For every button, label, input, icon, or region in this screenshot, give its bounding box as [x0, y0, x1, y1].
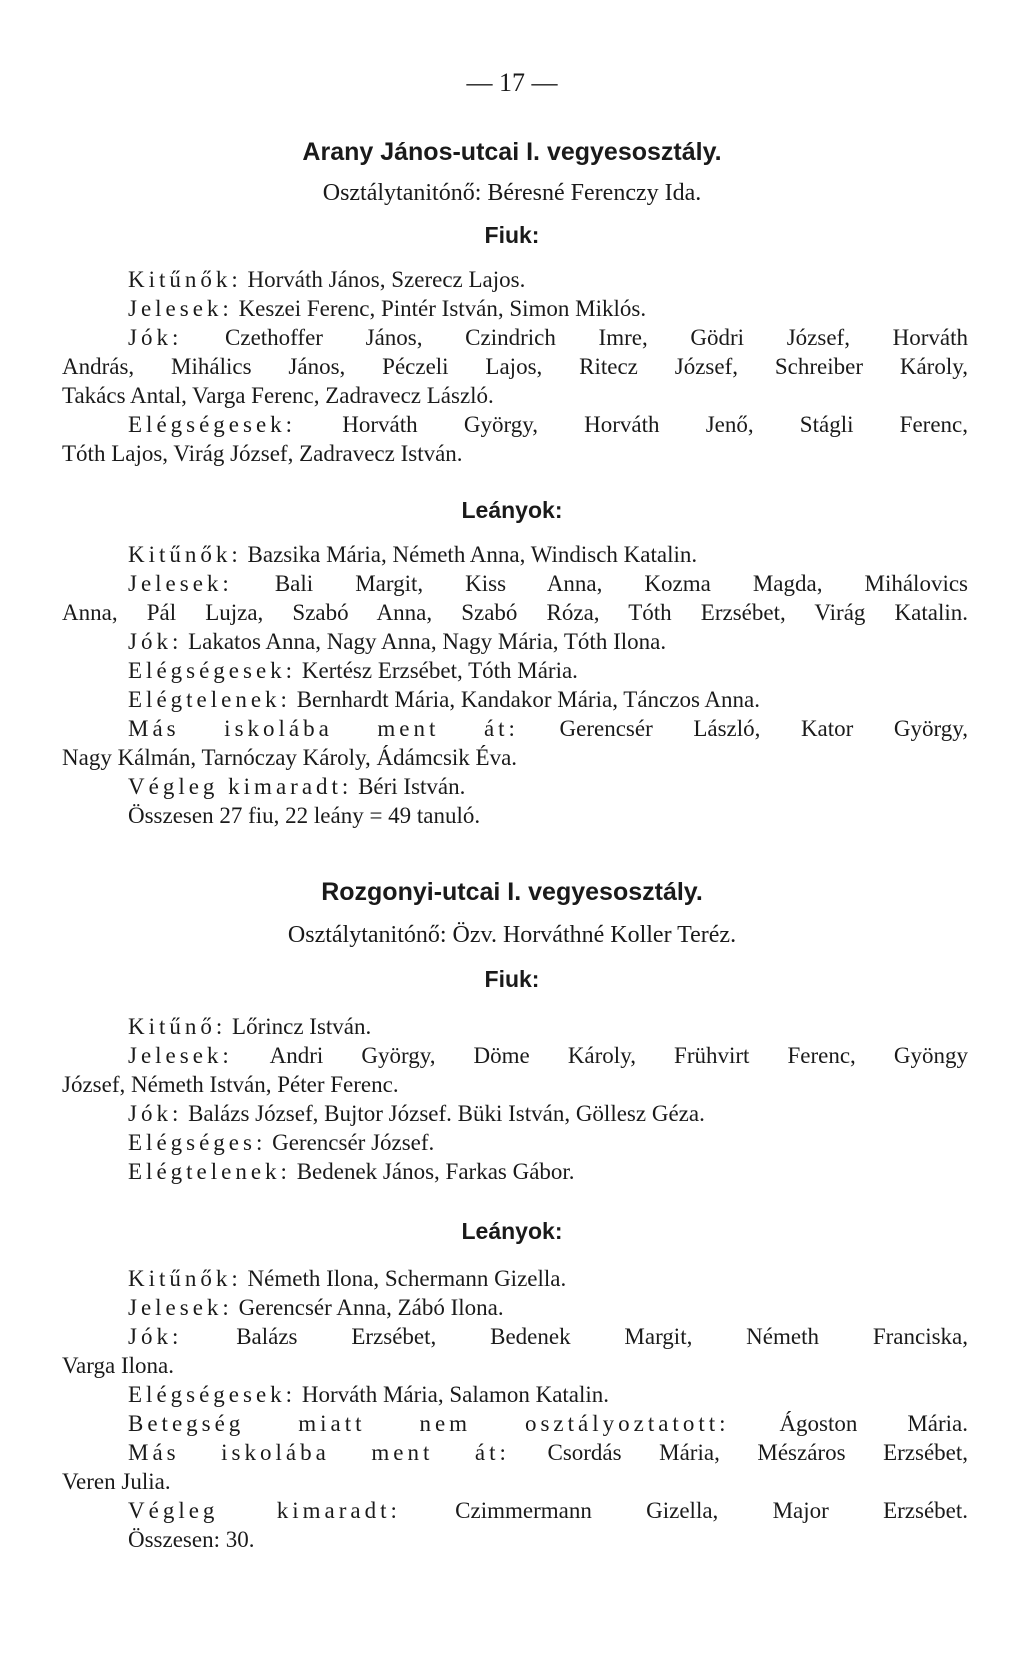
transferred-line-1 [128, 1439, 968, 1467]
student-names: Németh Ilona, Schermann Gizella. [247, 1266, 567, 1291]
good-girls-line-2: Varga Ilona. [62, 1353, 174, 1378]
distinguished-girls-line-1 [128, 570, 968, 598]
student-names: Horváth János, Szerecz Lajos. [247, 267, 526, 292]
page-number: — 17 — [466, 68, 558, 97]
distinguished-boys-line-2: József, Németh István, Péter Ferenc. [62, 1072, 399, 1097]
grade-label: Más iskolába ment át: [128, 1440, 510, 1465]
total-line: Összesen 27 fiu, 22 leány = 49 tanuló. [128, 803, 481, 828]
grade-label: Elégségesek: [128, 412, 297, 437]
grade-label: Elégségesek: [128, 658, 297, 683]
section-title: Arany János-utcai I. vegyesosztály. [302, 138, 722, 166]
good-girls-line-1 [128, 1323, 968, 1351]
total-line: Összesen: 30. [128, 1527, 255, 1552]
distinguished-boys-line [128, 295, 968, 323]
student-names: Horváth Mária, Salamon Katalin. [301, 1382, 610, 1407]
grade-label: Jelesek: [128, 296, 233, 321]
sufficient-girls-line [128, 1381, 968, 1409]
distinguished-girls-line-2: Anna, Pál Lujza, Szabó Anna, Szabó Róza, Tóth Erzsébet, Virág Katalin. [62, 600, 968, 625]
student-names: Csordás Mária, Mészáros Erzsébet, [547, 1440, 968, 1465]
grade-label: Betegség miatt nem osztályoztatott: [128, 1411, 730, 1436]
dropped-out-line [128, 1497, 968, 1525]
student-names: Keszei Ferenc, Pintér István, Simon Miklós. [238, 296, 647, 321]
grade-label: Jók: [128, 325, 183, 350]
boys-heading: Fiuk: [484, 222, 540, 248]
good-boys-line-2: András, Mihálics János, Péczeli Lajos, Ritecz József, Schreiber Károly, [62, 354, 968, 379]
grade-label: Kitűnők: [128, 542, 242, 567]
student-names: Balázs József, Bujtor József. Büki István, Göllesz Géza. [188, 1101, 705, 1126]
grade-label: Más iskolába ment át: [128, 716, 519, 741]
grade-label: Jelesek: [128, 1043, 233, 1068]
dropped-out-line [128, 773, 968, 801]
transferred-line-2: Veren Julia. [62, 1469, 171, 1494]
student-names: Czethoffer János, Czindrich Imre, Gödri József, Horváth [225, 325, 968, 350]
student-names: Lakatos Anna, Nagy Anna, Nagy Mária, Tóth Ilona. [188, 629, 667, 654]
girls-heading: Leányok: [461, 1218, 563, 1244]
grade-label: Jelesek: [128, 1295, 233, 1320]
sufficient-girls-line [128, 657, 968, 685]
student-names: Bali Margit, Kiss Anna, Kozma Magda, Mihálovics [274, 571, 968, 596]
grade-label: Kitűnő: [128, 1014, 227, 1039]
class-teacher: Osztálytanitónő: Özv. Horváthné Koller Teréz. [287, 922, 737, 948]
excellent-girls-line [128, 541, 968, 569]
grade-label: Végleg kimaradt: [128, 774, 353, 799]
insufficient-girls-line [128, 686, 968, 714]
student-names: Bernhardt Mária, Kandakor Mária, Tánczos Anna. [296, 687, 760, 712]
transferred-line-1 [128, 715, 968, 743]
student-names: Lőrincz István. [232, 1014, 372, 1039]
excellent-boy-line [128, 1013, 968, 1041]
sufficient-boys-line-1 [128, 411, 968, 439]
good-boys-line [128, 1100, 968, 1128]
student-names: Ágoston Mária. [779, 1411, 968, 1436]
class-teacher: Osztálytanitónő: Béresné Ferenczy Ida. [322, 180, 702, 206]
student-names: Balázs Erzsébet, Bedenek Margit, Németh Franciska, [236, 1324, 968, 1349]
distinguished-girls-line [128, 1294, 968, 1322]
excellent-girls-line [128, 1265, 968, 1293]
grade-label: Végleg kimaradt: [128, 1498, 401, 1523]
girls-heading: Leányok: [461, 497, 563, 523]
not-graded-line [128, 1410, 968, 1438]
student-names: Béri István. [358, 774, 466, 799]
grade-label: Kitűnők: [128, 267, 242, 292]
student-names: Andri György, Döme Károly, Frühvirt Ferenc, Gyöngy [269, 1043, 968, 1068]
excellent-boys-line [128, 266, 968, 294]
grade-label: Jók: [128, 1324, 183, 1349]
good-boys-line-1 [128, 324, 968, 352]
grade-label: Jók: [128, 629, 183, 654]
student-names: Gerencsér József. [272, 1130, 435, 1155]
grade-label: Elégségesek: [128, 1382, 297, 1407]
sufficient-boys-line-2: Tóth Lajos, Virág József, Zadravecz István. [62, 441, 463, 466]
student-names: Bazsika Mária, Németh Anna, Windisch Katalin. [247, 542, 698, 567]
grade-label: Jók: [128, 1101, 183, 1126]
grade-label: Elégtelenek: [128, 1159, 291, 1184]
grade-label: Kitűnők: [128, 1266, 242, 1291]
grade-label: Elégtelenek: [128, 687, 291, 712]
good-boys-line-3: Takács Antal, Varga Ferenc, Zadravecz László. [62, 383, 494, 408]
student-names: Czimmermann Gizella, Major Erzsébet. [455, 1498, 969, 1523]
transferred-line-2: Nagy Kálmán, Tarnóczay Károly, Ádámcsik Éva. [62, 745, 518, 770]
distinguished-boys-line-1 [128, 1042, 968, 1070]
student-names: Bedenek János, Farkas Gábor. [296, 1159, 575, 1184]
boys-heading: Fiuk: [484, 966, 540, 992]
student-names: Gerencsér Anna, Zábó Ilona. [238, 1295, 504, 1320]
student-names: Kertész Erzsébet, Tóth Mária. [301, 658, 578, 683]
good-girls-line [128, 628, 968, 656]
sufficient-boy-line [128, 1129, 968, 1157]
grade-label: Jelesek: [128, 571, 233, 596]
insufficient-boys-line [128, 1158, 968, 1186]
section-title: Rozgonyi-utcai I. vegyesosztály. [321, 878, 703, 906]
grade-label: Elégséges: [128, 1130, 267, 1155]
student-names: Gerencsér László, Kator György, [559, 716, 968, 741]
student-names: Horváth György, Horváth Jenő, Stágli Ferenc, [342, 412, 968, 437]
